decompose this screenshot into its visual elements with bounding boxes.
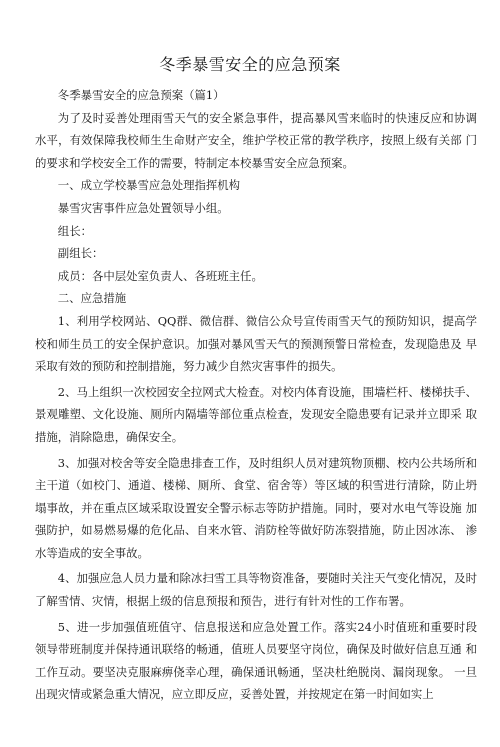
- deputy-leader-line: 副组长：: [57, 246, 104, 261]
- leadership-group-line: 暴雪灾害事件应急处置领导小组。: [57, 200, 229, 215]
- measure-paragraph-4: 4、加强应急人员力量和除冰扫雪工具等物资准备，要随时关注天气变化情况，及时 了解雪情、灾情，根据上级的信息预报和预告，进行有针对性的工作布署。: [35, 571, 477, 609]
- measure-paragraph-1: 1、利用学校网站、QQ群、微信群、微信公众号宣传雨雪天气的预防知识，提高学 校和师生员工的安全保护意识。加强对暴风雪天气的预测预警日常检查，发现隐患及 早采取有效的预防和控制措施，努力减少自然灾害事件的损失。: [35, 313, 477, 374]
- measure-paragraph-3: 3、加强对校舍等安全隐患排查工作，及时组织人员对建筑物顶棚、校内公共场所和 主干道（如校门、通道、楼梯、厕所、食堂、宿舍等）等区域的积雪进行清除，防止坍 塌事故，并在重点区域采取设置安全警示标志等防护措施。同时，要对水电气等设施 加强防护，如易燃易爆的危化品、自来水管、消防栓等做好防冻裂措施，防止因冰冻、 渗水等造成的安全事故。: [35, 455, 477, 560]
- leader-line: 组长：: [57, 223, 92, 238]
- measure-paragraph-2: 2、马上组织一次校园安全拉网式大检查。对校内体育设施，围墙栏杆、楼梯扶手、 景观雕塑、文化设施、厕所内隔墙等部位重点检查，发现安全隐患要有记录并立即采 取措施，消除隐患，确保安全。: [35, 384, 477, 444]
- measure-paragraph-5: 5、进一步加强值班值守、信息报送和应急处置工作。落实24小时值班和重要时段 领导带班制度并保持通讯联络的畅通，值班人员要坚守岗位，确保及时做好信息互通 和工作互动。要坚决克服麻痹侥幸心理，确保通讯畅通，坚决杜绝脱岗、漏岗现象。 一旦出现灾情或紧急重大情况，应立即反应，妥善处置，并按规定在第一时间如实上: [35, 619, 477, 702]
- section-heading-1: 一、成立学校暴雪应急处理指挥机构: [57, 178, 241, 193]
- members-line: 成员：各中层处室负责人、各班班主任。: [57, 268, 263, 283]
- section-heading-2: 二、应急措施: [57, 291, 127, 306]
- subtitle-paragraph: 冬季暴雪安全的应急预案（篇1）: [57, 88, 225, 102]
- intro-paragraph: 为了及时妥善处理雨雪天气的安全紧急事件，提高暴风雪来临时的快速反应和协调 水平，有效保障我校师生生命财产安全，维护学校正常的教学秩序，按照上级有关部 门的要求和学校安全工作的需要，特制定本校暴雪安全应急预案。: [35, 110, 477, 170]
- document-body: [35, 84, 477, 706]
- document-title: 冬季暴雪安全的应急预案: [159, 55, 341, 74]
